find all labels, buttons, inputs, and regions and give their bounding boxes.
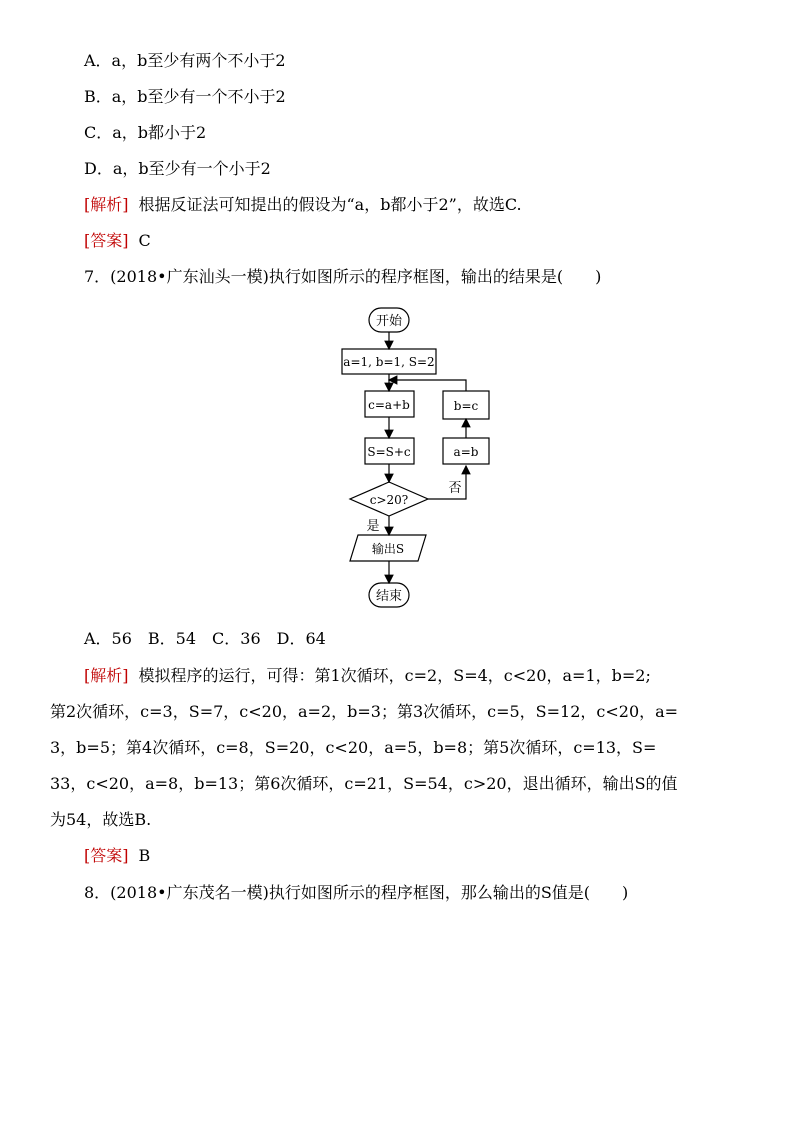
- analysis-tag: [解析]: [84, 666, 129, 685]
- q6-option-b: B．a，b至少有一个不小于2: [84, 87, 286, 106]
- answer-text: B: [138, 846, 151, 865]
- q7-analysis-line-5: 为54，故选B.: [50, 810, 152, 829]
- answer-tag: [答案]: [84, 846, 129, 865]
- q6-option-a: A．a，b至少有两个不小于2: [84, 51, 286, 70]
- q7-analysis-line-1: [84, 666, 651, 686]
- q7-options: A．56 B．54 C．36 D．64: [84, 629, 326, 648]
- analysis-tag: [解析]: [84, 195, 129, 214]
- answer-text: C: [138, 231, 151, 250]
- q7-stem: 7．(2018•广东汕头一模)执行如图所示的程序框图，输出的结果是( ): [84, 267, 602, 286]
- q7-answer: [84, 846, 150, 866]
- q6-option-d: D．a，b至少有一个小于2: [84, 159, 271, 178]
- q7-analysis-line-4: 33，c<20，a=8，b=13；第6次循环，c=21，S=54，c>20，退出循环，输出S的值: [50, 774, 678, 793]
- flow-c-assign-label: c=a+b: [368, 398, 410, 412]
- answer-tag: [答案]: [84, 231, 129, 250]
- analysis-text: 根据反证法可知提出的假设为“a，b都小于2”，故选C.: [138, 195, 522, 214]
- flow-end-label: 结束: [375, 589, 403, 604]
- flow-output-label: 输出S: [371, 542, 405, 556]
- q7-analysis-line-2: 第2次循环，c=3，S=7，c<20，a=2，b=3；第3次循环，c=5，S=12，c<20，a=: [50, 702, 679, 721]
- flow-b-assign-label: b=c: [453, 399, 479, 413]
- flow-init-label: a=1, b=1, S=2: [343, 355, 435, 369]
- flow-condition-label: c>20?: [369, 493, 409, 507]
- q8-stem: 8．(2018•广东茂名一模)执行如图所示的程序框图，那么输出的S值是( ): [84, 883, 629, 902]
- analysis-text: 模拟程序的运行，可得：第1次循环，c=2，S=4，c<20，a=1，b=2;: [138, 666, 651, 685]
- flow-s-assign-label: S=S+c: [367, 445, 411, 459]
- q6-option-c: C．a，b都小于2: [84, 123, 207, 142]
- flow-a-assign-label: a=b: [453, 445, 479, 459]
- flow-no-label: 否: [448, 481, 462, 496]
- q7-analysis-line-3: 3，b=5；第4次循环，c=8，S=20，c<20，a=5，b=8；第5次循环，c=13，S=: [50, 738, 657, 757]
- flow-yes-label: 是: [366, 519, 380, 534]
- flow-start-label: 开始: [375, 314, 403, 329]
